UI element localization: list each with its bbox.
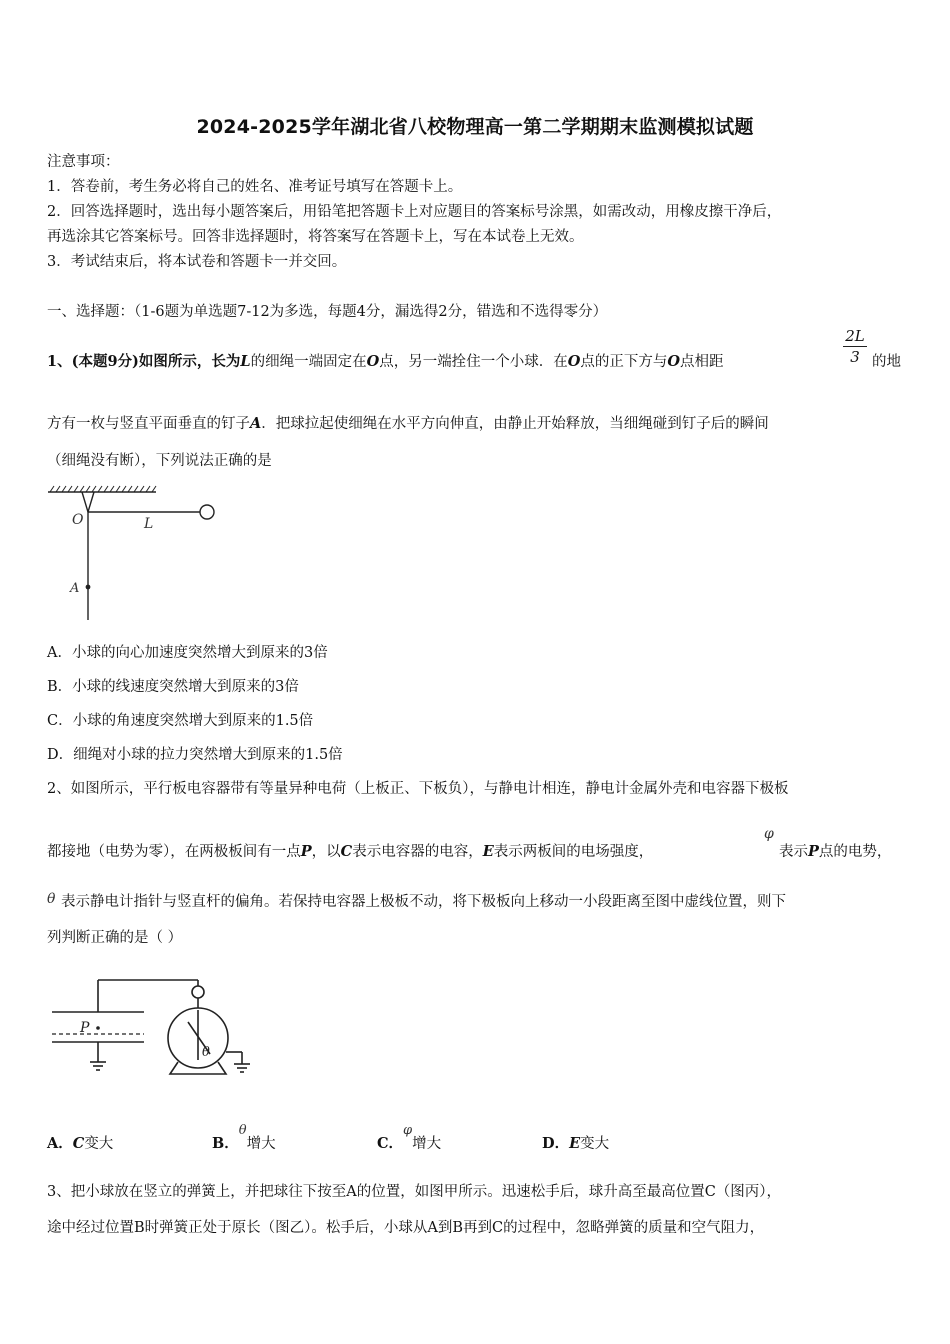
q1-option-a[interactable]: A．小球的向心加速度突然增大到原来的3倍	[47, 645, 328, 661]
q2-var-P: P	[300, 843, 312, 860]
q2-option-d-text: 变大	[580, 1136, 610, 1152]
q2-line-1: 2、如图所示，平行板电容器带有等量异种电荷（上板正、下板负），与静电计相连，静电计金属外壳和电容器下极板	[47, 781, 789, 797]
q1-var-O-3: O	[667, 353, 681, 370]
q1-line-2	[47, 414, 769, 434]
q1-var-L: L	[240, 353, 251, 370]
fig-label-theta: θ	[202, 1045, 210, 1060]
fig-label-A: A	[70, 581, 80, 596]
pivot-support-left	[82, 492, 88, 512]
q1-fraction-numerator: 2L	[845, 327, 865, 345]
q1-var-O: O	[366, 353, 380, 370]
q2-figure	[48, 970, 260, 1082]
q3-line-2: 途中经过位置B时弹簧正处于原长（图乙）。松手后，小球从A到B再到C的过程中，忽略弹簧的质量和空气阻力，	[47, 1220, 765, 1236]
nail-A	[86, 585, 91, 590]
q2-option-c-var: φ	[403, 1123, 413, 1138]
notice-item-1: 1．答卷前，考生务必将自己的姓名、准考证号填写在答题卡上。	[47, 179, 463, 195]
q2-option-c[interactable]	[377, 1123, 442, 1155]
q2-option-a-var: C	[72, 1135, 85, 1152]
electroscope-knob	[192, 986, 204, 998]
ball	[200, 505, 214, 519]
q2-option-c-text: 增大	[412, 1136, 442, 1152]
section-heading: 一、选择题：（1-6题为单选题7-12为多选，每题4分，漏选得2分，错选和不选得零分）	[47, 304, 608, 320]
q1-text-4: 点相距	[680, 354, 724, 370]
q2-line-4: 列判断正确的是（ ）	[47, 930, 183, 946]
q2-option-d-var: E	[569, 1135, 581, 1152]
q1-option-b[interactable]: B．小球的线速度突然增大到原来的3倍	[47, 679, 299, 695]
q1-line-3: （细绳没有断），下列说法正确的是	[47, 453, 272, 469]
ceiling-hatch	[50, 486, 156, 492]
notice-heading: 注意事项：	[47, 154, 120, 170]
q2-line-2b: ，以	[311, 844, 341, 860]
q2-option-b-label: B．	[212, 1135, 239, 1152]
q1-prefix: 1、(本题9分)如图所示，长为	[47, 353, 241, 370]
q2-option-b-var: θ	[238, 1123, 247, 1138]
q2-var-E: E	[482, 843, 494, 860]
q2-var-phi: φ	[764, 826, 774, 842]
q2-line-2c: 表示电容器的电容，	[352, 844, 483, 860]
q2-option-c-label: C．	[377, 1135, 404, 1152]
q2-line-2-tail	[779, 842, 891, 862]
fig-label-P: P	[80, 1020, 90, 1036]
q2-line-3: 表示静电计指针与竖直杆的偏角。若保持电容器上极板不动，将下极板向上移动一小段距离至图中虚线位置，则下	[61, 894, 786, 910]
q1-line-1	[47, 352, 724, 372]
point-P	[96, 1026, 100, 1030]
q1-fraction	[843, 327, 867, 366]
q2-option-b-text: 增大	[246, 1136, 276, 1152]
q2-var-P-2: P	[808, 843, 819, 860]
q2-option-d-label: D．	[542, 1135, 570, 1152]
q3-line-1: 3、把小球放在竖立的弹簧上，并把球往下按至A的位置，如图甲所示。迅速松手后，球升高至最高位置C（图丙），	[47, 1184, 782, 1200]
q1-option-c[interactable]: C．小球的角速度突然增大到原来的1.5倍	[47, 713, 314, 729]
q2-line-2e: 表示	[779, 844, 808, 860]
q1-option-d[interactable]: D．细绳对小球的拉力突然增大到原来的1.5倍	[47, 747, 343, 763]
q1-text-5: 的地	[872, 354, 901, 370]
q1-line-2a: 方有一枚与竖直平面垂直的钉子	[47, 416, 250, 432]
q2-line-2	[47, 842, 653, 862]
q1-fraction-denominator: 3	[850, 348, 860, 366]
notice-item-2b: 再选涂其它答案标号。回答非选择题时，将答案写在答题卡上，写在本试卷上无效。	[47, 229, 584, 245]
q2-option-a[interactable]	[47, 1134, 113, 1154]
q2-line-2a: 都接地（电势为零），在两极板间有一点	[47, 844, 301, 860]
q1-figure	[44, 484, 224, 624]
q2-option-b[interactable]	[212, 1123, 276, 1155]
q2-var-theta: θ	[47, 891, 56, 907]
page-title: 2024-2025学年湖北省八校物理高一第二学期期末监测模拟试题	[196, 116, 754, 138]
q2-option-a-label: A．	[47, 1135, 73, 1152]
q2-var-C: C	[340, 843, 353, 860]
q1-var-O-2: O	[567, 353, 581, 370]
q1-fraction-bar	[843, 346, 867, 347]
q2-line-2f: 点的电势，	[818, 844, 892, 860]
q1-text-2: 点，另一端拴住一个小球．在	[379, 354, 568, 370]
q1-text-3: 点的正下方与	[580, 354, 668, 370]
fig-label-O: O	[72, 512, 84, 528]
q2-option-d[interactable]	[542, 1134, 609, 1154]
q1-text-1: 的细绳一端固定在	[250, 354, 367, 370]
notice-item-2a: 2．回答选择题时，选出每小题答案后，用铅笔把答题卡上对应题目的答案标号涂黑，如需改动，用橡皮擦干净后，	[47, 204, 782, 220]
fig-label-L: L	[144, 516, 154, 532]
q1-line-2b: ．把球拉起使细绳在水平方向伸直，由静止开始释放，当细绳碰到钉子后的瞬间	[261, 416, 769, 432]
notice-item-3: 3．考试结束后，将本试卷和答题卡一并交回。	[47, 254, 347, 270]
q1-var-A: A	[250, 415, 262, 432]
pivot-support-right	[88, 492, 94, 512]
q2-option-a-text: 变大	[84, 1136, 114, 1152]
q2-line-2d: 表示两板间的电场强度，	[493, 844, 654, 860]
